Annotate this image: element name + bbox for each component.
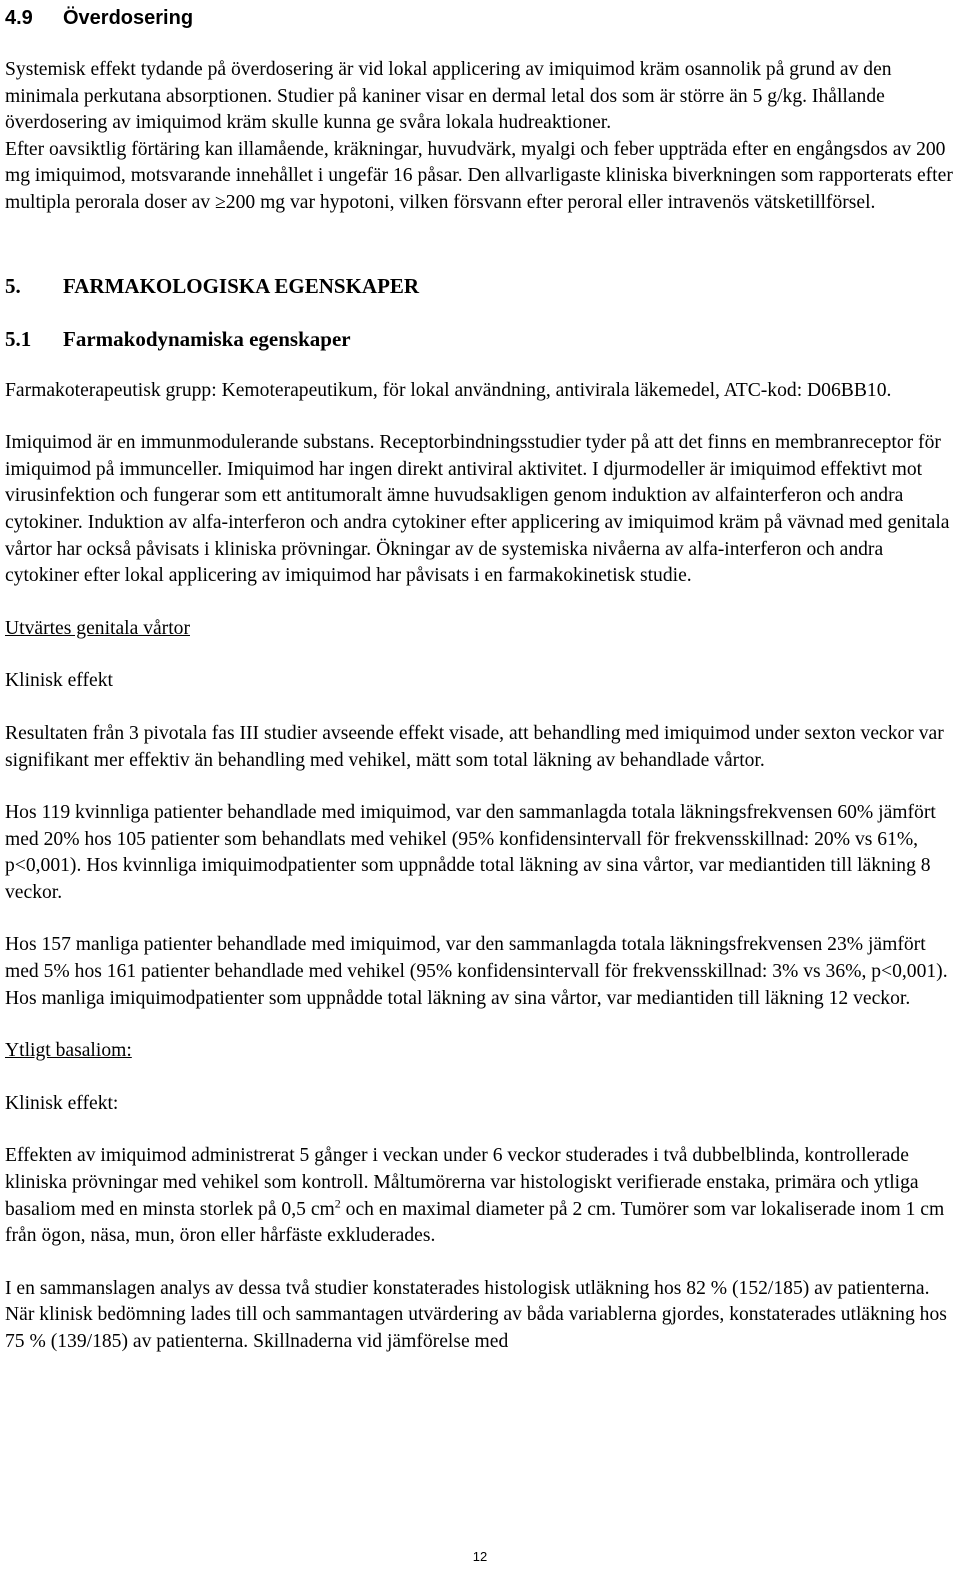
overdose-text-a: Efter oavsiktlig förtäring kan illamående, kräkningar, huvudvärk, myalgi och feber uppträda efter en engångsdos av 200 mg imiquimod, motsvarande innehållet i ungefär 16 påsar. Den allvarligaste kliniska biverkningen som rapporterats efter multipla perorala doser av xyxy=(5,138,953,213)
genital-paragraph-1: Resultaten från 3 pivotala fas III studier avseende effekt visade, att behandling med imiquimod under sexton veckor var signifikant mer effektiv än behandling med vehikel, mätt som total läkning av behandlade vårtor. xyxy=(5,722,944,771)
page-number: 12 xyxy=(472,1549,488,1564)
overdose-text-b: 200 mg var hypotoni, vilken försvann efter peroral eller intravenös vätsketillförsel. xyxy=(225,191,876,213)
section-5-heading xyxy=(5,272,955,300)
basal-paragraph-1 xyxy=(5,1143,955,1249)
basal-clinical-effect-label: Klinisk effekt: xyxy=(5,1092,119,1114)
section-number: 5. xyxy=(5,273,21,298)
genital-warts-heading: Utvärtes genitala vårtor xyxy=(5,617,190,639)
superscript: 2 xyxy=(334,1196,341,1211)
section-title: Farmakodynamiska egenskaper xyxy=(63,326,351,351)
greater-equal-symbol: ≥ xyxy=(215,191,226,213)
genital-paragraph-2: Hos 119 kvinnliga patienter behandlade med imiquimod, var den sammanlagda totala läkningsfrekvensen 60% jämfört med 20% hos 105 patienter som behandlats med vehikel (95% konfidensintervall för frekvensskillnad: 20% vs 61%, p<0,001). Hos kvinnliga imiquimodpatienter som uppnådde total läkning av sina vårtor, var mediantiden till läkning 8 veckor. xyxy=(5,802,936,903)
section-title: FARMAKOLOGISKA EGENSKAPER xyxy=(63,273,420,298)
basal-text-a: Effekten av imiquimod administrerat 5 gånger i veckan under 6 veckor studerades i två dubbelblinda, kontrollerade kliniska prövningar med vehikel som kontroll. Måltumörerna var histologiskt verifierade enstaka, primära och ytliga basaliom med en minsta storlek på 0,5 cm xyxy=(5,1145,919,1220)
section-5-1-heading xyxy=(5,325,955,353)
section-number: 5.1 xyxy=(5,326,32,351)
basal-text-b: och en maximal diameter på 2 cm. Tumörer som var lokaliserade inom 1 cm från ögon, näsa, mun, öron eller hårfäste exkluderades. xyxy=(5,1198,945,1247)
mechanism-paragraph: Imiquimod är en immunmodulerande substans. Receptorbindningsstudier tyder på att det finns en membranreceptor för imiquimod på immunceller. Imiquimod har ingen direkt antiviral aktivitet. I djurmodeller är imiquimod effektivt mot virusinfektion och fungerar som ett antitumoralt ämne huvudsakligen genom induktion av alfainterferon och andra cytokiner. Induktion av alfa-interferon och andra cytokiner efter applicering av imiquimod kräm på vävnad med genitala vårtor har också påvisats i kliniska prövningar. Ökningar av de systemiska nivåerna av alfa-interferon och andra cytokiner efter lokal applicering av imiquimod har påvisats i en farmakokinetisk studie. xyxy=(5,432,950,587)
section-4-9-heading xyxy=(5,3,955,33)
genital-clinical-effect-label: Klinisk effekt xyxy=(5,670,113,692)
overdose-paragraph-1: Systemisk effekt tydande på överdosering är vid lokal applicering av imiquimod kräm osannolik på grund av den minimala perkutana absorptionen. Studier på kaniner visar en dermal letal dos som är större än 5 g/kg. Ihållande överdosering av imiquimod kräm skulle kunna ge svåra lokala hudreaktioner. xyxy=(5,59,892,134)
atc-paragraph: Farmakoterapeutisk grupp: Kemoterapeutikum, för lokal användning, antivirala läkemedel, ATC-kod: D06BB10. xyxy=(5,379,892,401)
document-page xyxy=(5,0,955,1356)
section-number: 4.9 xyxy=(5,7,33,29)
basal-cell-heading: Ytligt basaliom: xyxy=(5,1040,132,1062)
overdose-paragraph-2 xyxy=(5,137,955,217)
section-title: Överdosering xyxy=(63,7,194,29)
genital-paragraph-3: Hos 157 manliga patienter behandlade med imiquimod, var den sammanlagda totala läkningsfrekvensen 23% jämfört med 5% hos 161 patienter behandlade med vehikel (95% konfidensintervall för frekvensskillnad: 3% vs 36%, p<0,001). Hos manliga imiquimodpatienter som uppnådde total läkning av sina vårtor, var mediantiden till läkning 12 veckor. xyxy=(5,934,948,1009)
basal-paragraph-2: I en sammanslagen analys av dessa två studier konstaterades histologisk utläkning hos 82 % (152/185) av patienterna. När klinisk bedömning lades till och sammantagen utvärdering av båda variablerna gjordes, konstaterades utläkning hos 75 % (139/185) av patienterna. Skillnaderna vid jämförelse med xyxy=(5,1277,947,1352)
